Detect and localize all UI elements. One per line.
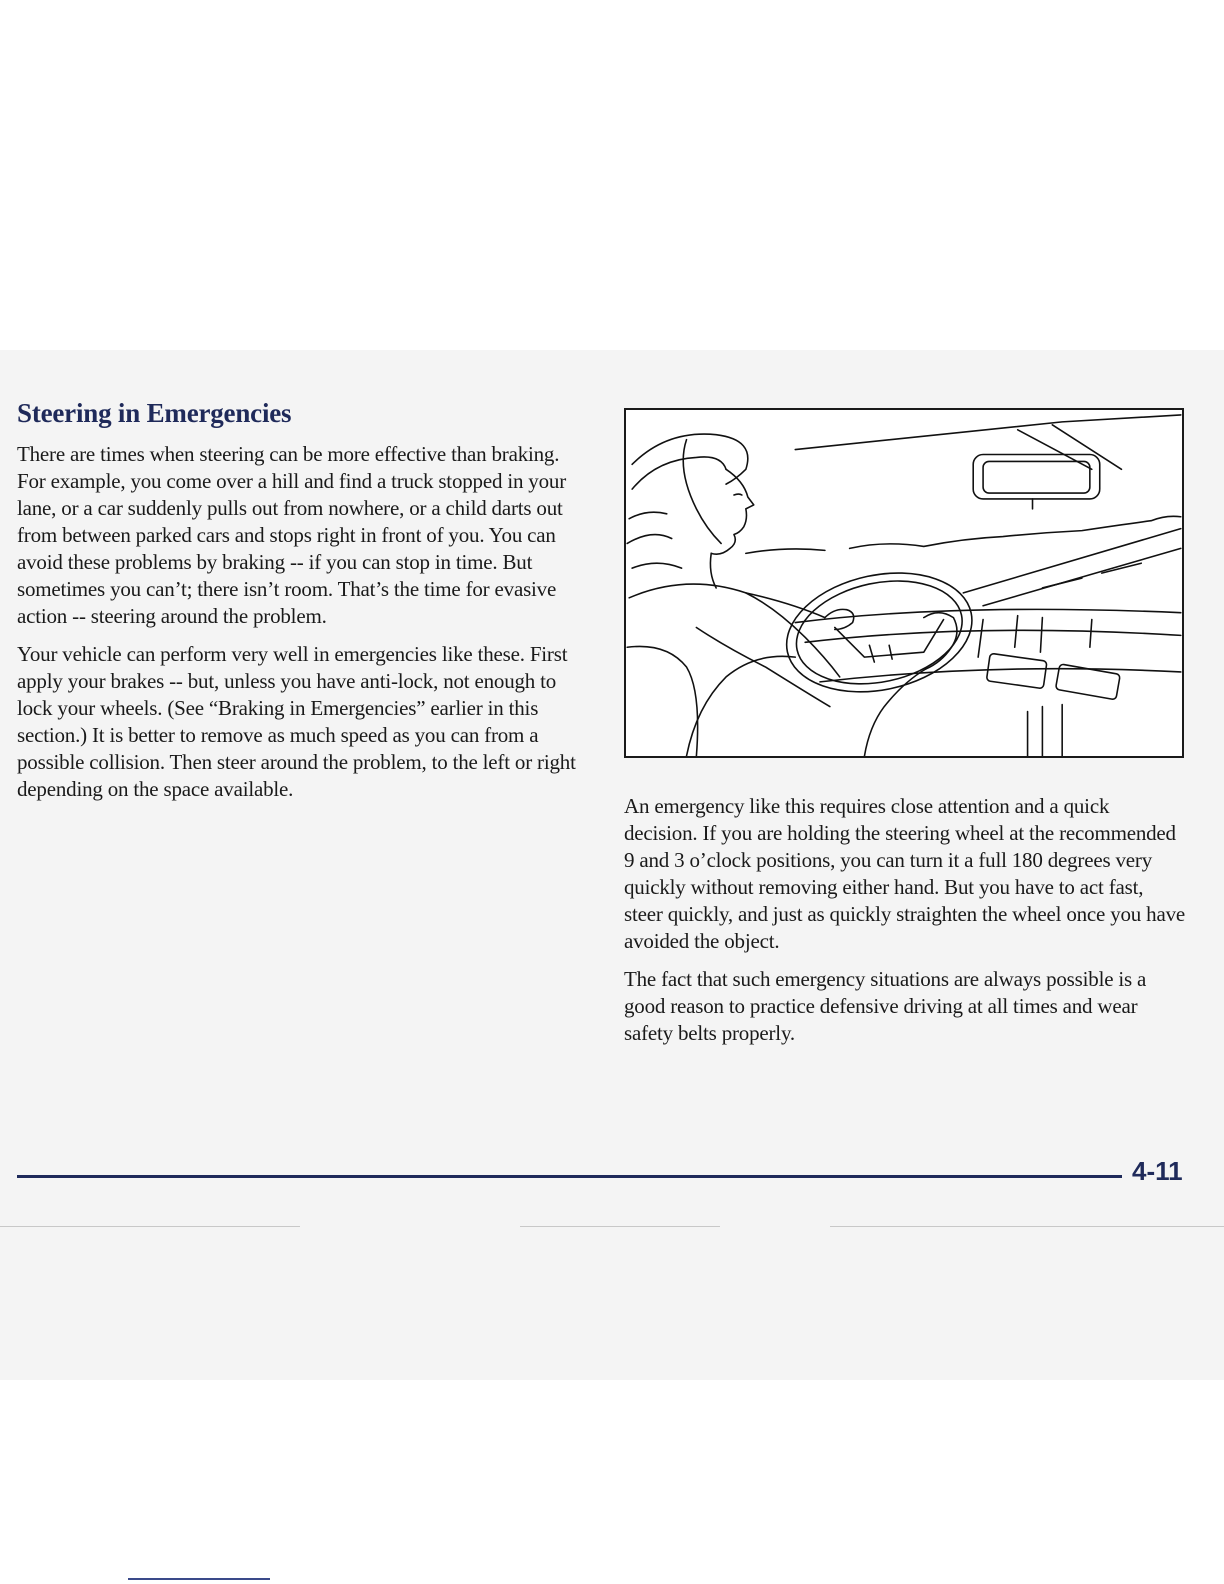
scan-artifact-line <box>520 1226 720 1227</box>
right-paragraph-2: The fact that such emergency situations are always possible is a good reason to practice defensive driving at all times and wear safety belts properly. <box>624 967 1147 1045</box>
left-paragraph-2: Your vehicle can perform very well in emergencies like these. First apply your brakes -- but, unless you have anti-lock, not enough to lock your wheels. (See “Braking in Emergencies” earlier in this section.) It is better to remove as much speed as you can from a possible collision. Then steer around the problem, to the left or right depending on the space available. <box>17 642 576 801</box>
windshield-frame <box>795 415 1181 450</box>
driver-illustration <box>624 408 1184 758</box>
right-paragraph-1: An emergency like this requires close attention and a quick decision. If you are holding the steering wheel at the recommended 9 and 3 o’clock positions, you can turn it a full 180 degrees very quickly without removing either hand. But you have to act fast, steer quickly, and just as quickly straighten the wheel once you have avoided the object. <box>624 794 1186 953</box>
driver-hand <box>924 613 957 669</box>
left-paragraph-1: There are times when steering can be more effective than braking. For example, you come over a hill and find a truck stopped in your lane, or a car suddenly pulls out from nowhere, or a child darts out from between parked cars and stops right in front of you. You can avoid these problems by braking -- if you can stop in time. But sometimes you can’t; there isn’t room. That’s the time for evasive action -- steering around the problem. <box>17 442 566 628</box>
section-title: Steering in Emergencies <box>17 398 292 428</box>
left-column <box>17 398 577 814</box>
seat <box>627 646 697 756</box>
scan-artifact-line <box>830 1226 1224 1227</box>
driver-face <box>711 469 754 554</box>
driver-hair <box>632 434 748 484</box>
manual-page <box>0 350 1224 1380</box>
footer-rule <box>17 1175 1122 1178</box>
steering-wheel <box>776 557 984 708</box>
right-column <box>624 793 1186 1058</box>
scan-artifact-line <box>0 1226 300 1227</box>
bottom-link-underline <box>128 1578 270 1580</box>
driver-arm <box>629 584 825 618</box>
page-number: 4-11 <box>1132 1156 1183 1186</box>
